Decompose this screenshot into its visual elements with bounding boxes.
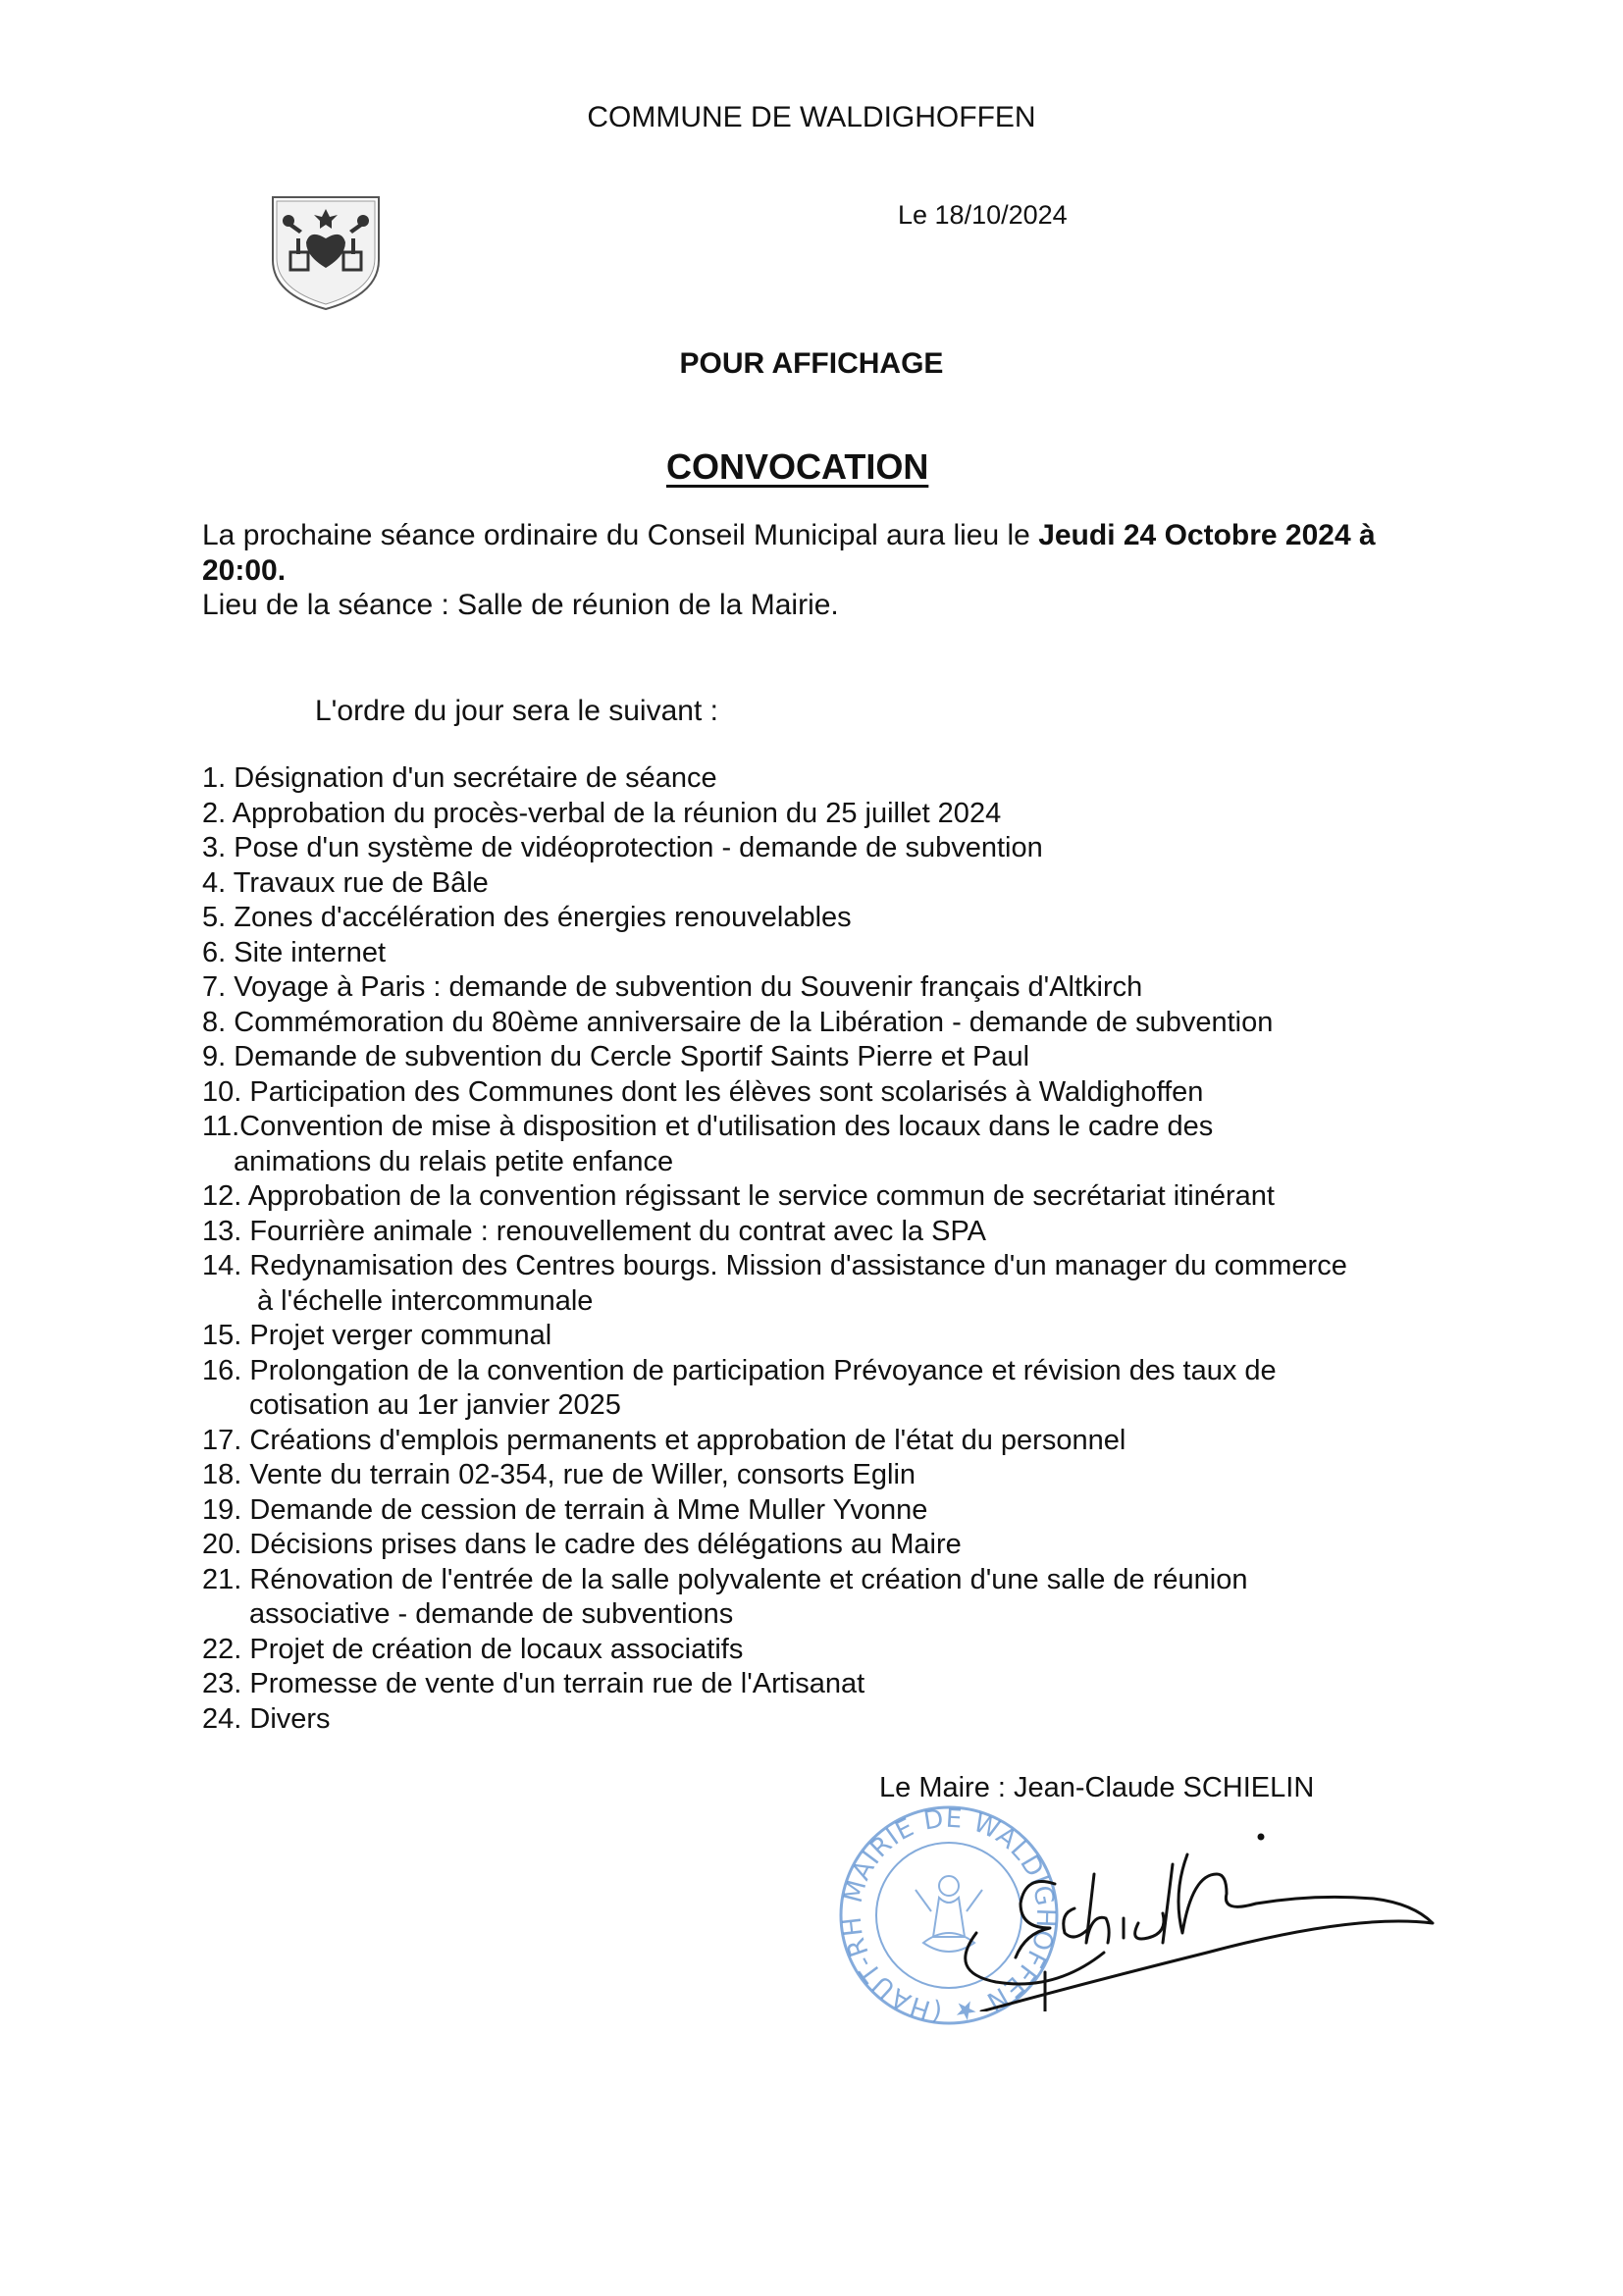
list-item: [0, 1319, 1429, 1354]
list-item: [0, 936, 1429, 971]
item-number: 13.: [202, 1215, 250, 1247]
item-number: 12.: [202, 1180, 248, 1212]
item-number: 17.: [202, 1424, 250, 1456]
item-number: 5.: [202, 902, 235, 933]
item-number: 3.: [202, 832, 235, 863]
item-number: 24.: [202, 1702, 250, 1735]
mayor-signatory: Le Maire : Jean-Claude SCHIELIN: [879, 1772, 1315, 1803]
item-text: Approbation de la convention régissant le service commun de secrétariat itinérant: [247, 1180, 1275, 1212]
item-number: 22.: [202, 1633, 250, 1665]
item-text: Travaux rue de Bâle: [233, 866, 489, 899]
commune-title: COMMUNE DE WALDIGHOFFEN: [587, 101, 1036, 133]
list-item: [0, 1006, 1429, 1041]
coat-of-arms-icon: [267, 191, 385, 314]
item-number: 15.: [202, 1320, 250, 1351]
item-number: 19.: [202, 1493, 250, 1526]
item-text: Commémoration du 80ème anniversaire de la Libération - demande de subvention: [234, 1006, 1274, 1038]
item-text: Convention de mise à disposition et d'utilisation des locaux dans le cadre des: [239, 1111, 1214, 1142]
item-text: Créations d'emplois permanents et approbation de l'état du personnel: [249, 1424, 1126, 1456]
item-text: Demande de subvention du Cercle Sportif Saints Pierre et Paul: [234, 1041, 1030, 1072]
list-item: [0, 761, 1429, 797]
item-text: Projet verger communal: [249, 1320, 552, 1351]
item-number: 4.: [202, 866, 234, 899]
list-item: [0, 1702, 1429, 1738]
document-date: Le 18/10/2024: [898, 200, 1068, 230]
item-text: Prolongation de la convention de participation Prévoyance et révision des taux de: [249, 1354, 1277, 1386]
list-item: [0, 1215, 1429, 1250]
meeting-location: Lieu de la séance : Salle de réunion de la Mairie.: [202, 589, 839, 621]
list-item: [0, 1528, 1429, 1563]
list-item: [0, 866, 1429, 902]
item-number: 10.: [202, 1075, 250, 1108]
list-item: [0, 1110, 1429, 1179]
posting-notice-label: POUR AFFICHAGE: [679, 347, 944, 380]
item-text: Rénovation de l'entrée de la salle polyvalente et création d'une salle de réunion: [249, 1563, 1248, 1595]
item-text: Fourrière animale : renouvellement du contrat avec la SPA: [249, 1215, 986, 1247]
item-number: 7.: [202, 971, 235, 1003]
item-text: Redynamisation des Centres bourgs. Mission d'assistance d'un manager du commerce: [249, 1250, 1347, 1281]
item-text: Désignation d'un secrétaire de séance: [234, 762, 717, 794]
list-item: [0, 831, 1429, 866]
item-number: 2.: [202, 797, 233, 829]
list-item: [0, 1354, 1429, 1424]
item-number: 14.: [202, 1250, 250, 1281]
list-item: [0, 1493, 1429, 1529]
item-text: Vente du terrain 02-354, rue de Willer, consorts Eglin: [249, 1459, 916, 1490]
list-item: [0, 1633, 1429, 1668]
item-text: Promesse de vente d'un terrain rue de l'Artisanat: [249, 1668, 865, 1699]
list-item: [0, 797, 1429, 832]
item-text-continuation: à l'échelle intercommunale: [257, 1284, 594, 1317]
svg-text:MAIRIE DE WALDIGHOFFEN ★ (HAUT: MAIRIE DE WALDIGHOFFEN ★ (HAUT-RH: [837, 1803, 1061, 2027]
item-text: Pose d'un système de vidéoprotection - demande de subvention: [234, 832, 1043, 863]
list-item: [0, 1075, 1429, 1111]
item-number: 6.: [202, 936, 235, 968]
item-text-continuation: animations du relais petite enfance: [234, 1145, 674, 1177]
item-text: Voyage à Paris : demande de subvention du Souvenir français d'Altkirch: [234, 971, 1143, 1003]
list-item: [0, 1424, 1429, 1459]
list-item: [0, 1667, 1429, 1702]
item-number: 16.: [202, 1354, 250, 1386]
item-number: 18.: [202, 1459, 250, 1490]
list-item: [0, 1179, 1429, 1215]
item-text: Décisions prises dans le cadre des délégations au Maire: [249, 1529, 962, 1560]
agenda-list: [0, 761, 1429, 1737]
announcement-text: La prochaine séance ordinaire du Conseil Municipal aura lieu le: [202, 519, 1039, 551]
item-number: 23.: [202, 1668, 250, 1699]
item-number: 9.: [202, 1041, 235, 1072]
item-number: 11.: [202, 1111, 240, 1142]
item-text: Participation des Communes dont les élèves sont scolarisés à Waldighoffen: [249, 1075, 1204, 1108]
agenda-heading: L'ordre du jour sera le suivant :: [315, 695, 718, 727]
item-text: Approbation du procès-verbal de la réunion du 25 juillet 2024: [232, 797, 1002, 829]
list-item: [0, 970, 1429, 1006]
list-item: [0, 1458, 1429, 1493]
meeting-datetime: Jeudi 24 Octobre 2024 à 20:00.: [202, 519, 1376, 587]
meeting-announcement: [202, 518, 1419, 589]
item-text: Zones d'accélération des énergies renouvelables: [234, 902, 852, 933]
item-text: Site internet: [234, 936, 387, 968]
handwritten-signature-icon: [937, 1825, 1447, 2011]
item-text: Demande de cession de terrain à Mme Muller Yvonne: [249, 1493, 928, 1526]
item-text: Divers: [249, 1702, 331, 1735]
item-number: 20.: [202, 1529, 250, 1560]
item-number: 8.: [202, 1006, 235, 1038]
item-text-continuation: associative - demande de subventions: [249, 1598, 734, 1630]
list-item: [0, 1040, 1429, 1075]
list-item: [0, 901, 1429, 936]
item-number: 21.: [202, 1563, 250, 1595]
item-text: Projet de création de locaux associatifs: [249, 1633, 744, 1665]
item-text-continuation: cotisation au 1er janvier 2025: [249, 1389, 621, 1421]
list-item: [0, 1563, 1429, 1633]
item-number: 1.: [202, 762, 235, 794]
list-item: [0, 1249, 1429, 1319]
page-title: CONVOCATION: [666, 446, 929, 487]
